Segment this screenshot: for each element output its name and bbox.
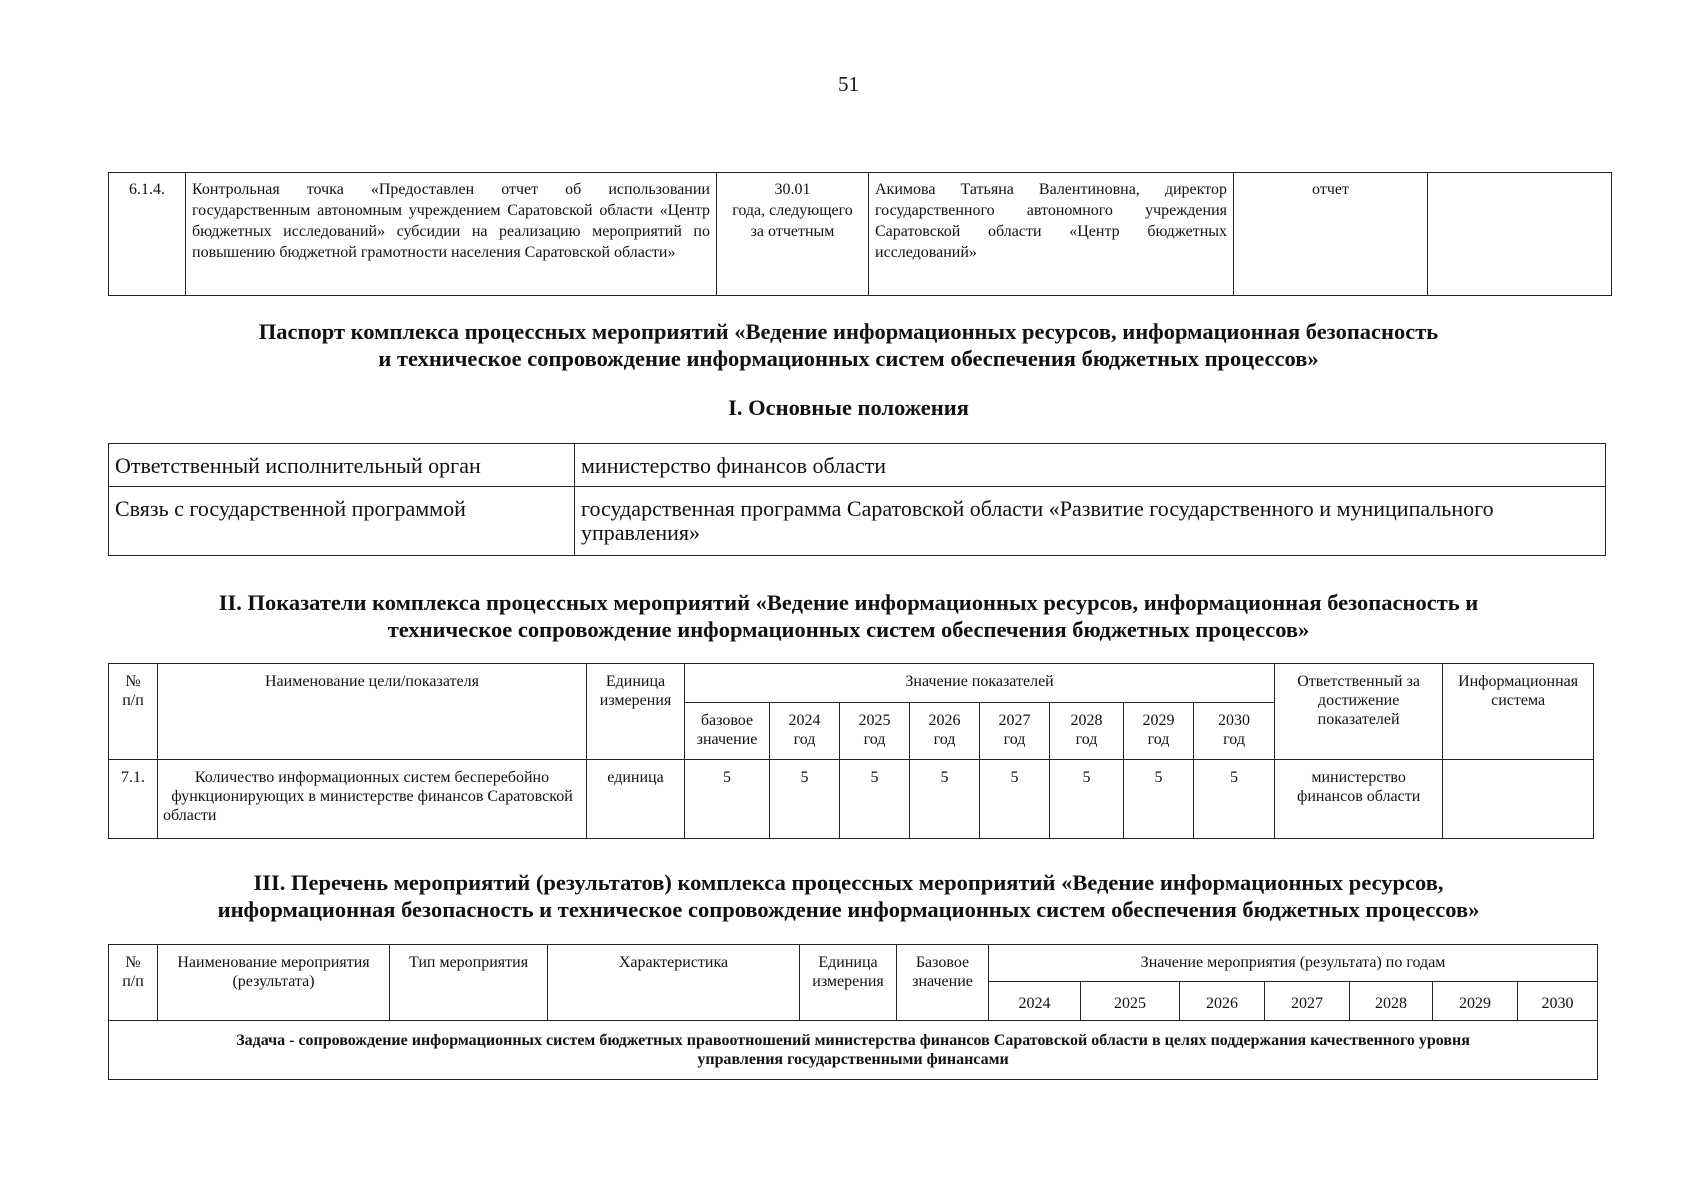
indicator-name: Количество информационных систем бесперебойно функционирующих в министерстве финансов Саратовской области	[158, 760, 587, 839]
value-2030: 5	[1194, 760, 1275, 839]
col-unit-header: Единица измерения	[587, 664, 685, 760]
row-label: Связь с государственной программой	[109, 487, 575, 556]
passport-title: Паспорт комплекса процессных мероприятий «Ведение информационных ресурсов, информационная безопасность и техническое сопровождение информационных систем обеспечения бюджетных процессов»	[258, 319, 1439, 371]
header-row	[109, 664, 1594, 703]
col-values-header: Значение мероприятия (результата) по годам	[989, 945, 1598, 982]
year-2030: 2030	[1518, 982, 1598, 1021]
indicator-responsible: министерство финансов области	[1275, 760, 1443, 839]
table-row	[109, 173, 1612, 296]
col-unit-header: Единица измерения	[800, 945, 897, 1021]
task-description: Задача - сопровождение информационных систем бюджетных правоотношений министерства финансов Саратовской области в целях поддержания качественного уровня управления государственными финансами	[109, 1021, 1598, 1080]
row-value: государственная программа Саратовской области «Развитие государственного и муниципального управления»	[575, 487, 1606, 556]
row-number: 6.1.4.	[109, 173, 186, 296]
header-row	[109, 945, 1598, 982]
year-2027: 2027	[1265, 982, 1350, 1021]
year-2028: 2028	[1350, 982, 1433, 1021]
value-2024: 5	[770, 760, 840, 839]
col-values-header: Значение показателей	[685, 664, 1275, 703]
value-2029: 5	[1124, 760, 1194, 839]
extra-cell	[1428, 173, 1612, 296]
year-2024: 2024	[989, 982, 1081, 1021]
value-2027: 5	[980, 760, 1050, 839]
value-2025: 5	[840, 760, 910, 839]
subheader-2024: 2024 год	[770, 703, 840, 760]
deadline: 30.01 года, следующего за отчетным	[717, 173, 869, 296]
task-row	[109, 1021, 1598, 1080]
table-row	[109, 444, 1606, 487]
col-system-header: Информационная система	[1443, 664, 1594, 760]
year-2025: 2025	[1081, 982, 1180, 1021]
value-2028: 5	[1050, 760, 1124, 839]
col-num-header: № п/п	[109, 664, 158, 760]
col-responsible-header: Ответственный за достижение показателей	[1275, 664, 1443, 760]
value-base: 5	[685, 760, 770, 839]
value-2026: 5	[910, 760, 980, 839]
subheader-2025: 2025 год	[840, 703, 910, 760]
subheader-2026: 2026 год	[910, 703, 980, 760]
control-point-table	[108, 172, 1612, 296]
subheader-base: базовое значение	[685, 703, 770, 760]
table-row	[109, 760, 1594, 839]
col-num-header: № п/п	[109, 945, 158, 1021]
col-base-header: Базовое значение	[897, 945, 989, 1021]
indicator-unit: единица	[587, 760, 685, 839]
document-type: отчет	[1234, 173, 1428, 296]
page-number: 51	[838, 72, 859, 96]
col-type-header: Тип мероприятия	[390, 945, 548, 1021]
row-value: министерство финансов области	[575, 444, 1606, 487]
basic-provisions-table	[108, 443, 1606, 556]
section-2-title: II. Показатели комплекса процессных мероприятий «Ведение информационных ресурсов, информационная безопасность и техническое сопровождение информационных систем обеспечения бюджетных процессов»	[218, 590, 1479, 642]
control-point-description: Контрольная точка «Предоставлен отчет об использовании государственным автономным учреждением Саратовской области «Центр бюджетных исследований» субсидии на реализацию мероприятий по повышению бюджетной грамотности населения Саратовской области»	[186, 173, 717, 296]
section-1-title: I. Основные положения	[728, 395, 969, 420]
col-characteristic-header: Характеристика	[548, 945, 800, 1021]
indicators-table	[108, 663, 1594, 839]
row-label: Ответственный исполнительный орган	[109, 444, 575, 487]
col-name-header: Наименование мероприятия (результата)	[158, 945, 390, 1021]
subheader-2028: 2028 год	[1050, 703, 1124, 760]
col-name-header: Наименование цели/показателя	[158, 664, 587, 760]
table-row	[109, 487, 1606, 556]
responsible-person: Акимова Татьяна Валентиновна, директор государственного автономного учреждения Саратовской области «Центр бюджетных исследований»	[869, 173, 1234, 296]
row-number: 7.1.	[109, 760, 158, 839]
subheader-2030: 2030 год	[1194, 703, 1275, 760]
year-2026: 2026	[1180, 982, 1265, 1021]
indicator-system	[1443, 760, 1594, 839]
section-3-title: III. Перечень мероприятий (результатов) комплекса процессных мероприятий «Ведение информационных ресурсов, информационная безопасность и техническое сопровождение информационных систем обеспечения бюджетных процессов»	[217, 870, 1480, 922]
subheader-2027: 2027 год	[980, 703, 1050, 760]
subheader-2029: 2029 год	[1124, 703, 1194, 760]
activities-table	[108, 944, 1598, 1080]
year-2029: 2029	[1433, 982, 1518, 1021]
